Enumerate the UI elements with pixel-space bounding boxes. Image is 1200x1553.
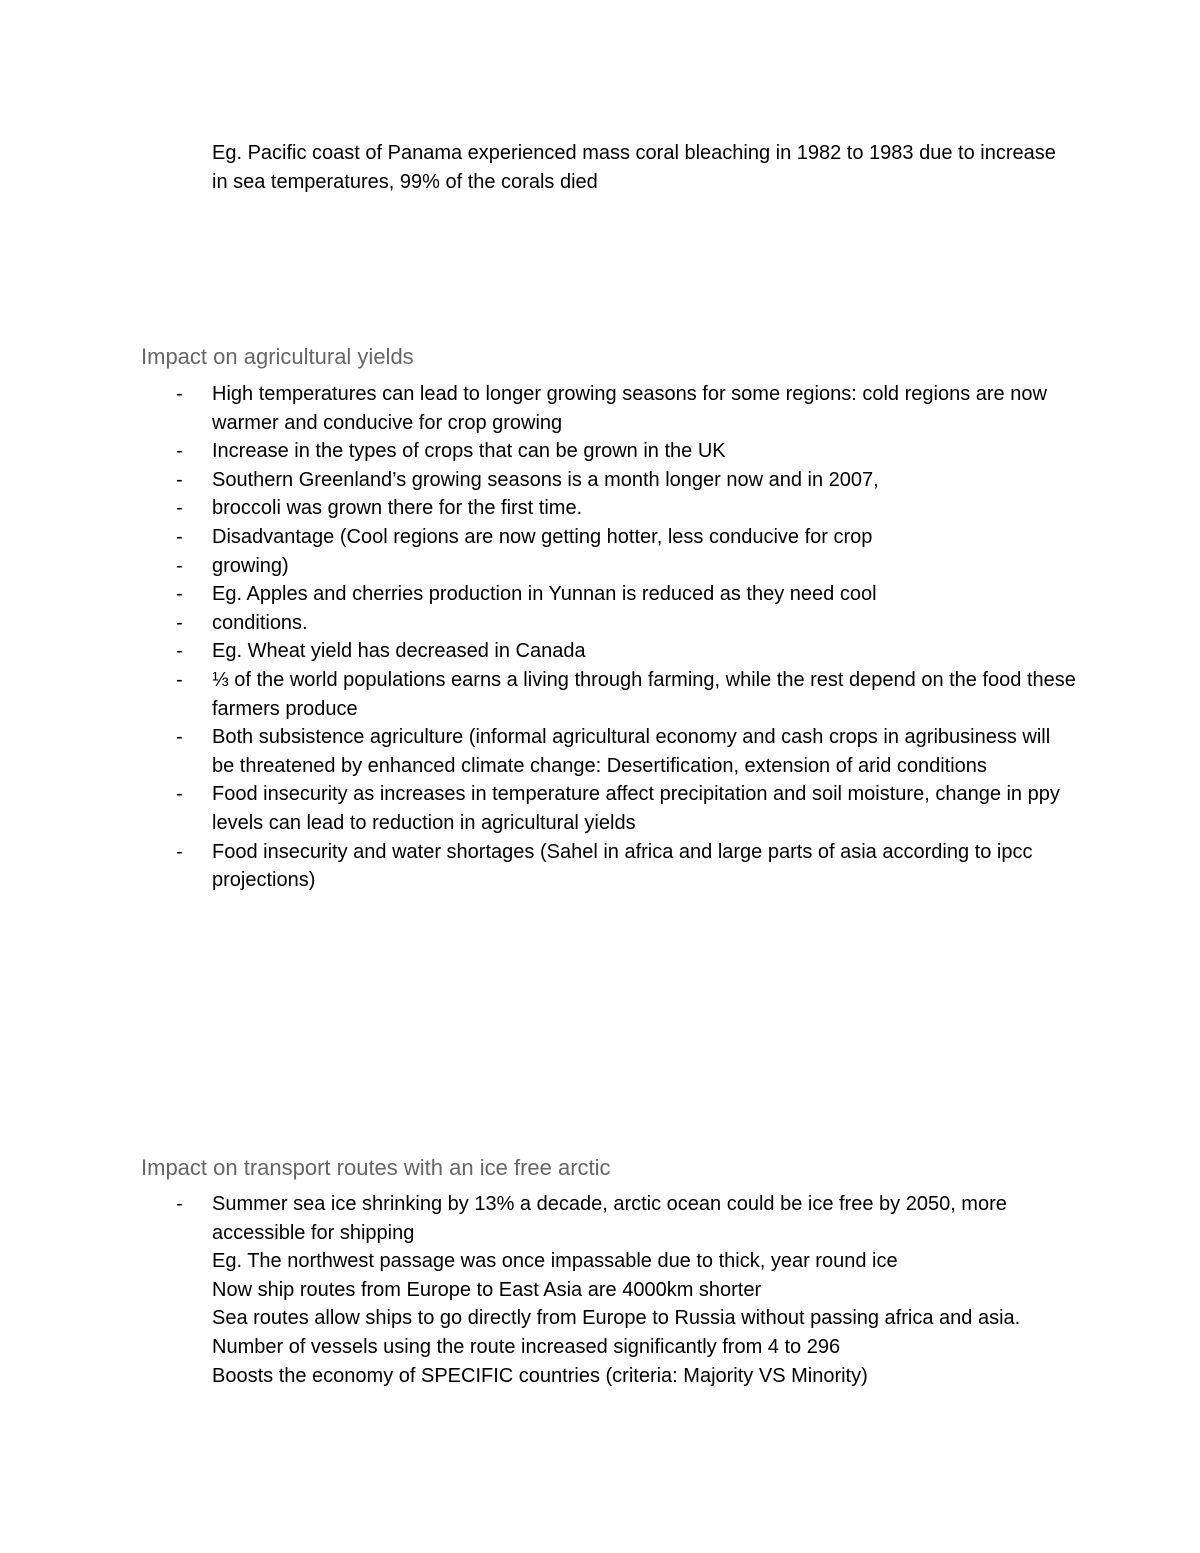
bullet-dash: -	[176, 840, 183, 863]
list-item	[176, 723, 1076, 780]
list-item-subline: Eg. The northwest passage was once impassable due to thick, year round ice	[212, 1250, 898, 1273]
bullet-dash: -	[176, 497, 183, 520]
list-item-text: Disadvantage (Cool regions are now getting hotter, less conducive for crop	[212, 525, 873, 548]
bullet-dash: -	[176, 583, 183, 606]
bullet-dash: -	[176, 440, 183, 463]
list-item-text: Southern Greenland’s growing seasons is a month longer now and in 2007,	[212, 468, 879, 491]
list-item-text: Summer sea ice shrinking by 13% a decade, arctic ocean could be ice free by 2050, more accessible for shipping	[212, 1193, 1007, 1244]
transport-bullet-list	[176, 1190, 1076, 1390]
bullet-dash: -	[176, 726, 183, 749]
bullet-dash: -	[176, 640, 183, 663]
list-item-text: conditions.	[212, 611, 308, 634]
list-item	[176, 780, 1076, 837]
section-heading-agriculture: Impact on agricultural yields	[141, 344, 414, 369]
list-item	[176, 552, 1076, 581]
list-item-text: broccoli was grown there for the first time.	[212, 497, 583, 520]
intro-paragraph: Eg. Pacific coast of Panama experienced mass coral bleaching in 1982 to 1983 due to increase in sea temperatures, 99% of the corals died	[212, 142, 1062, 193]
section-heading-transport: Impact on transport routes with an ice free arctic	[141, 1155, 611, 1180]
bullet-dash: -	[176, 383, 183, 405]
list-item	[176, 666, 1076, 723]
list-item	[176, 609, 1076, 638]
list-item-text: growing)	[212, 554, 289, 577]
list-item	[176, 523, 1076, 552]
list-item-text: ⅓ of the world populations earns a living through farming, while the rest depend on the food these farmers produce	[212, 668, 1076, 720]
list-item-text: High temperatures can lead to longer growing seasons for some regions: cold regions are now warmer and conducive for crop growing	[212, 383, 1047, 434]
bullet-dash: -	[176, 668, 183, 691]
bullet-dash: -	[176, 1193, 183, 1215]
list-item-text: Food insecurity as increases in temperature affect precipitation and soil moisture, change in ppy levels can lead to reduction in agricultural yields	[212, 783, 1060, 834]
list-item-subline: Sea routes allow ships to go directly from Europe to Russia without passing africa and asia. Number of vessels using the route increased significantly from 4 to 296	[212, 1307, 1021, 1358]
list-item-text: Food insecurity and water shortages (Sahel in africa and large parts of asia according to ipcc projections)	[212, 840, 1033, 892]
list-item-text: Eg. Wheat yield has decreased in Canada	[212, 640, 586, 663]
bullet-dash: -	[176, 468, 183, 491]
list-item	[176, 380, 1076, 437]
list-item-text: Eg. Apples and cherries production in Yunnan is reduced as they need cool	[212, 583, 877, 606]
list-item-subline: Now ship routes from Europe to East Asia are 4000km shorter	[212, 1278, 762, 1301]
bullet-dash: -	[176, 783, 183, 806]
list-item	[176, 466, 1076, 495]
list-item	[176, 494, 1076, 523]
bullet-dash: -	[176, 554, 183, 577]
list-item	[176, 580, 1076, 609]
bullet-dash: -	[176, 611, 183, 634]
list-item	[176, 838, 1076, 895]
list-item-text: Both subsistence agriculture (informal agricultural economy and cash crops in agribusiness will be threatened by enhanced climate change: Desertification, extension of arid conditions	[212, 726, 1051, 777]
list-item	[176, 637, 1076, 666]
list-item-text: Increase in the types of crops that can be grown in the UK	[212, 440, 726, 463]
list-item-subline: Boosts the economy of SPECIFIC countries (criteria: Majority VS Minority)	[212, 1364, 868, 1387]
list-item	[176, 1190, 1076, 1390]
bullet-dash: -	[176, 525, 183, 548]
list-item	[176, 437, 1076, 466]
agriculture-bullet-list	[176, 380, 1076, 895]
